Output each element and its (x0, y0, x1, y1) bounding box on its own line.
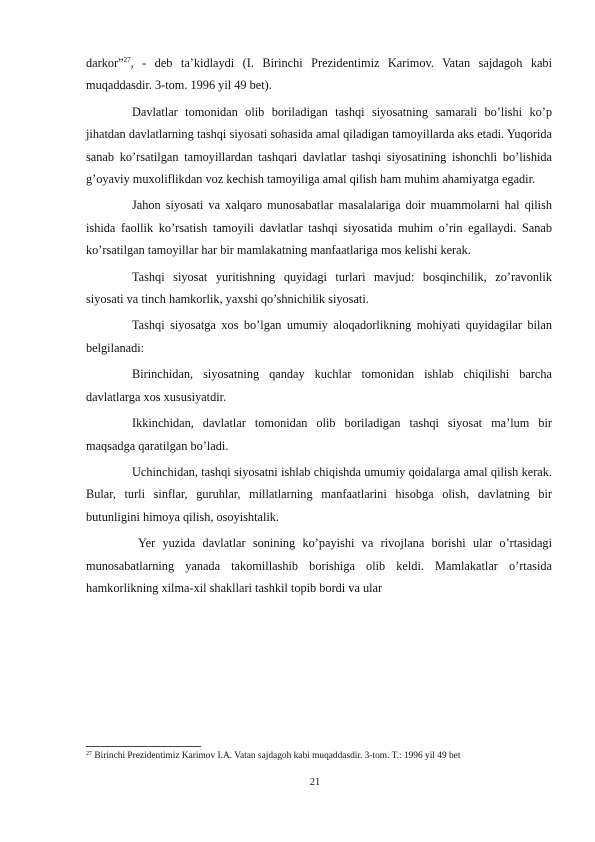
paragraph-6: Birinchidan, siyosatning qanday kuchlar tomonidan ishlab chiqilishi barcha davlatlarga xos xususiyatdir. (86, 367, 552, 404)
paragraph-1-rest: , - deb ta’kidlaydi (I. Birinchi Prezidentimiz Karimov. Vatan sajdagoh kabi muqaddasdir. 3-tom. 1996 yil 49 bet). (86, 56, 552, 93)
paragraph-5: Tashqi siyosatga xos bo’lgan umumiy aloqadorlikning mohiyati quyidagilar bilan belgilanadi: (86, 318, 552, 355)
page-number: 21 (309, 777, 321, 788)
footnote-reference[interactable]: 27 (123, 56, 131, 64)
paragraph-1-start: darkor” (86, 56, 124, 70)
paragraph-3: Jahon siyosati va xalqaro munosabatlar masalalariga doir muammolarni hal qilish ishida faollik ko’rsatish tamoyili davlatlar tashqi siyosatida muhim o’rin egallaydi. Sanab ko’rsatilgan tamoyillar har bir mamlakatning manfaatlariga mos kelishi kerak. (86, 198, 552, 258)
document-body (86, 52, 552, 603)
paragraph-8: Uchinchidan, tashqi siyosatni ishlab chiqishda umumiy qoidalarga amal qilish kerak. Bular, turli sinflar, guruhlar, millatlarning manfaatlarini hisobga olish, davlatning bir butunligini himoya qilish, osoyishtalik. (86, 464, 552, 524)
footnote-separator (86, 746, 201, 747)
paragraph-1 (86, 52, 552, 97)
paragraph-2: Davlatlar tomonidan olib boriladigan tashqi siyosatning samarali bo’lishi ko’p jihatdan davlatlarning tashqi siyosati sohasida amal qiladigan tamoyillarda aks etadi. Yuqorida sanab ko’rsatilgan tamoyillardan tashqari davlatlar tashqi siyosatining ishonchli bo’lishida g’oyaviy muxoliflikdan voz kechish tamoyiliga amal qilish ham muhim ahamiyatga egadir. (86, 104, 552, 187)
footnote-number: 27 (86, 751, 92, 757)
paragraph-4: Tashqi siyosat yuritishning quyidagi turlari mavjud: bosqinchilik, zo’ravonlik siyosati va tinch hamkorlik, yaxshi qo’shnichilik siyosati. (86, 269, 552, 307)
paragraph-7: Ikkinchidan, davlatlar tomonidan olib boriladigan tashqi siyosat ma’lum bir maqsadga qaratilgan bo’ladi. (86, 416, 552, 453)
footnote-text: Birinchi Prezidentimiz Karimov I.A. Vatan sajdagoh kabi muqaddasdir. 3-tom. T.: 1996 yil 49 bet (94, 751, 461, 761)
paragraph-9: Yer yuzida davlatlar sonining ko’payishi va rivojlana borishi ular o’rtasidagi munosabatlarning yanada takomillashib borishiga olib keldi. Mamlakatlar o’rtasida hamkorlikning xilma-xil shakllari tashkil topib bordi va ular (86, 536, 552, 595)
footnote (86, 751, 466, 763)
